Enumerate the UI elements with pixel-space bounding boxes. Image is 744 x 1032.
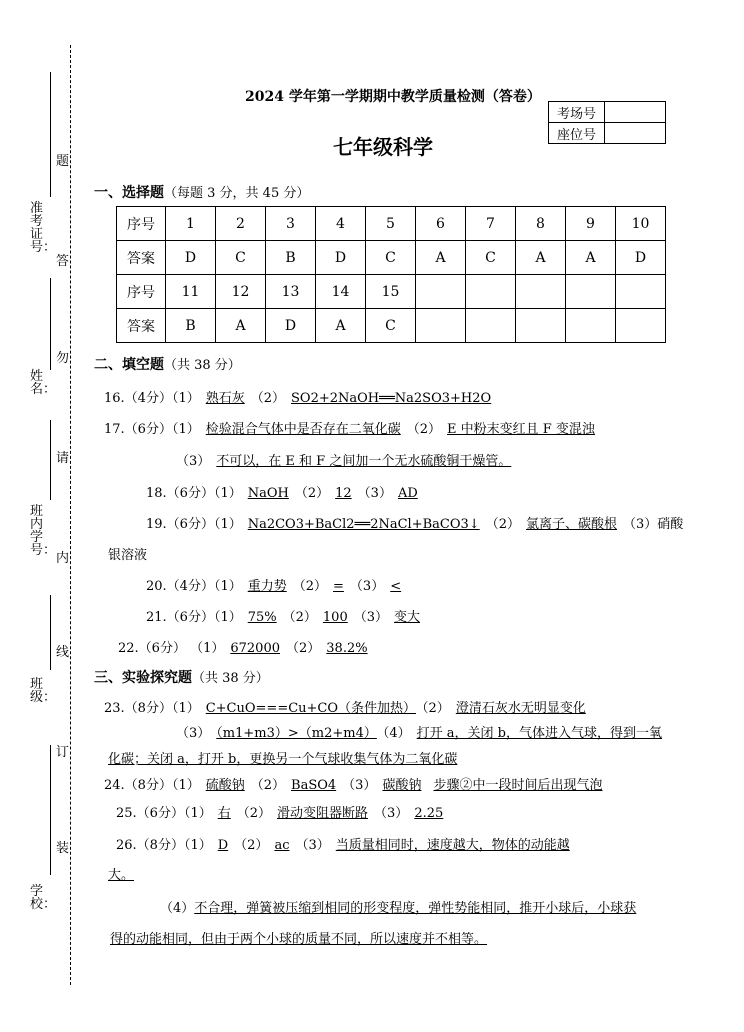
name-label: 姓 名： — [30, 369, 57, 397]
q26-part4: （4）不合理，弹簧被压缩到相同的形变程度，弹性势能相同，推开小球后，小球获 — [160, 901, 637, 916]
seal-char: 勿 — [56, 351, 70, 366]
q26-part4-cont: 得的动能相同，但由于两个小球的质量不同，所以速度并不相等。 — [110, 932, 488, 947]
seat-label: 座位号 — [549, 123, 605, 144]
table-cell: C — [366, 309, 416, 343]
table-cell: 5 — [366, 207, 416, 241]
table-cell — [616, 275, 666, 309]
table-row — [117, 309, 666, 343]
table-cell: A — [316, 309, 366, 343]
class-line — [50, 595, 51, 670]
table-cell: 15 — [366, 275, 416, 309]
table-cell: 3 — [266, 207, 316, 241]
table-cell: 6 — [416, 207, 466, 241]
seat-table — [548, 101, 666, 144]
table-row — [117, 275, 666, 309]
table-cell — [466, 309, 516, 343]
table-cell: C — [466, 241, 516, 275]
page-title: 2024 学年第一学期期中教学质量检测（答卷） — [245, 89, 541, 105]
table-cell: 8 — [516, 207, 566, 241]
table-cell: 10 — [616, 207, 666, 241]
seal-dashed-line — [70, 45, 71, 985]
section1-heading: 一、选择题（每题 3 分，共 45 分） — [94, 185, 310, 201]
seal-char: 请 — [56, 451, 70, 466]
row-label: 序号 — [117, 207, 166, 241]
table-cell — [416, 275, 466, 309]
table-cell: 11 — [166, 275, 216, 309]
seal-char: 线 — [56, 645, 70, 660]
table-cell: 13 — [266, 275, 316, 309]
table-cell — [416, 309, 466, 343]
q17: 17.（6分）（1） 检验混合气体中是否存在二氧化碳 （2） E 中粉末变红且 F 变混浊 — [104, 422, 595, 437]
row-label: 答案 — [117, 309, 166, 343]
table-row — [117, 241, 666, 275]
q19-tail: 银溶液 — [108, 548, 148, 563]
table-cell — [566, 275, 616, 309]
table-cell: A — [416, 241, 466, 275]
row-label: 序号 — [117, 275, 166, 309]
table-cell — [566, 309, 616, 343]
q25: 25.（6分）（1） 右 （2） 滑动变阻器断路 （3） 2.25 — [116, 806, 444, 821]
table-cell: B — [266, 241, 316, 275]
q24: 24.（8分）（1） 硫酸钠 （2） BaSO4 （3） 碳酸钠 步骤②中一段时间后出现气泡 — [104, 778, 603, 793]
seal-char: 内 — [56, 551, 70, 566]
seal-char: 题 — [56, 154, 70, 169]
table-cell: 4 — [316, 207, 366, 241]
table-cell: D — [316, 241, 366, 275]
table-cell: B — [166, 309, 216, 343]
q16: 16.（4分）（1） 熟石灰 （2） SO2+2NaOH══Na2SO3+H2O — [104, 391, 492, 406]
q21: 21.（6分）（1） 75% （2） 100 （3） 变大 — [146, 610, 421, 625]
q26-part3-cont: 大。 — [108, 868, 135, 883]
table-cell: D — [266, 309, 316, 343]
subject-title: 七年级科学 — [333, 135, 433, 159]
table-cell: 1 — [166, 207, 216, 241]
table-cell: 7 — [466, 207, 516, 241]
exam-no-label: 准考证号： — [30, 201, 57, 255]
answer-table — [116, 206, 666, 343]
table-cell: D — [166, 241, 216, 275]
class-label: 班 级： — [30, 677, 57, 705]
seal-char: 订 — [56, 745, 70, 760]
table-cell: A — [216, 309, 266, 343]
class-no-label: 班内学号： — [30, 504, 57, 558]
table-cell: C — [216, 241, 266, 275]
q20: 20.（4分）（1） 重力势 （2） = （3） < — [146, 579, 402, 594]
q18: 18.（6分）（1） NaOH （2） 12 （3） AD — [146, 486, 418, 501]
row-label: 答案 — [117, 241, 166, 275]
seal-char: 装 — [56, 841, 70, 856]
class-no-line — [50, 420, 51, 500]
q23-part4-cont: 化碳；关闭 a，打开 b，更换另一个气球收集气体为二氧化碳 — [108, 752, 458, 767]
seal-char: 答 — [56, 254, 70, 269]
table-cell — [516, 275, 566, 309]
q23: 23.（8分）（1） C+CuO===Cu+CO（条件加热） （2） 澄清石灰水无明显变化 — [104, 701, 586, 716]
q22: 22.（6分） （1） 672000 （2） 38.2% — [118, 641, 368, 656]
q26: 26.（8分）（1） D （2） ac （3） 当质量相同时，速度越大，物体的动能越 — [116, 838, 570, 853]
table-cell: C — [366, 241, 416, 275]
table-cell: 14 — [316, 275, 366, 309]
q17-part3: （3） 不可以，在 E 和 F 之间加一个无水硫酸铜干燥管。 — [176, 454, 512, 469]
table-cell — [516, 309, 566, 343]
q23-part3: （3） （m1+m3）>（m2+m4） （4） 打开 a，关闭 b，气体进入气球，得到一氧 — [176, 726, 662, 741]
school-line — [50, 745, 51, 875]
table-cell — [466, 275, 516, 309]
table-cell: 2 — [216, 207, 266, 241]
table-cell: A — [516, 241, 566, 275]
table-row — [117, 207, 666, 241]
table-cell: 12 — [216, 275, 266, 309]
exam-no-line — [50, 72, 51, 197]
section2-heading: 二、填空题（共 38 分） — [94, 357, 241, 373]
seat-value[interactable] — [605, 123, 666, 144]
table-cell: D — [616, 241, 666, 275]
section3-heading: 三、实验探究题（共 38 分） — [94, 670, 269, 686]
room-label: 考场号 — [549, 102, 605, 123]
name-line — [50, 278, 51, 370]
school-label: 学 校： — [30, 884, 57, 912]
q19: 19.（6分）（1） Na2CO3+BaCl2══2NaCl+BaCO3↓ （2） 氯离子、碳酸根 （3）硝酸 — [146, 517, 684, 532]
table-cell: A — [566, 241, 616, 275]
table-cell — [616, 309, 666, 343]
room-value[interactable] — [605, 102, 666, 123]
table-cell: 9 — [566, 207, 616, 241]
